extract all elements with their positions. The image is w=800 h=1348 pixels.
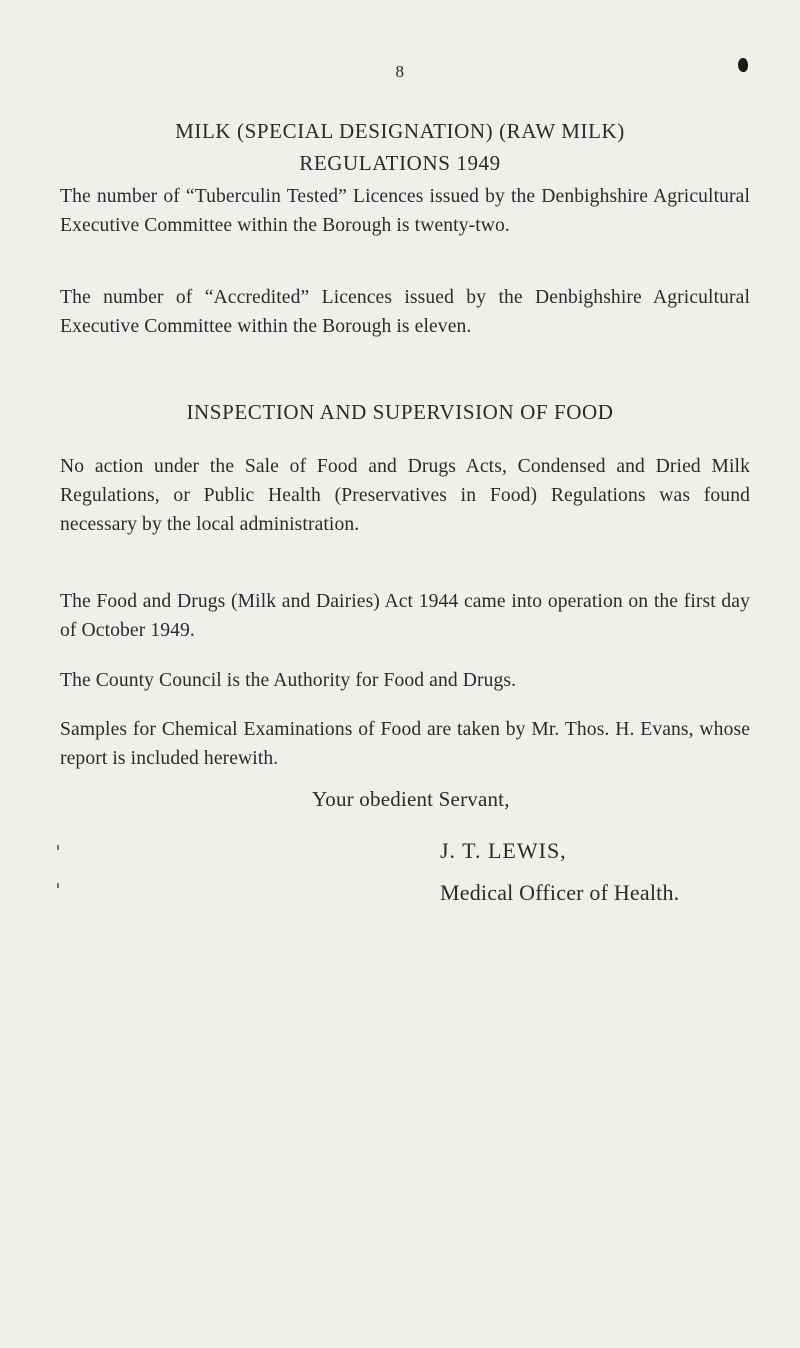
county-council-paragraph: The County Council is the Authority for Food and Drugs.	[60, 670, 517, 691]
accredited-licences-paragraph: The number of “Accredited” Licences issued by the Denbighshire Agricultural Executive Committee within the Borough is eleven.	[60, 287, 750, 337]
milk-heading-line-2: REGULATIONS 1949	[299, 151, 501, 175]
page-number: 8	[395, 62, 405, 81]
no-action-paragraph: No action under the Sale of Food and Drugs Acts, Condensed and Dried Milk Regulations, or Public Health (Preservatives in Food) Regulations was found necessary by the local administration.	[60, 456, 750, 535]
milk-regulations-heading	[60, 115, 740, 179]
food-inspection-heading: INSPECTION AND SUPERVISION OF FOOD	[186, 400, 614, 424]
margin-speck	[57, 883, 59, 888]
ink-blot	[738, 58, 748, 72]
signatory-title: Medical Officer of Health.	[440, 880, 680, 905]
milk-heading-line-1: MILK (SPECIAL DESIGNATION) (RAW MILK)	[175, 119, 625, 143]
samples-paragraph: Samples for Chemical Examinations of Food are taken by Mr. Thos. H. Evans, whose report is included herewith.	[60, 719, 750, 769]
tuberculin-licences-paragraph: The number of “Tuberculin Tested” Licences issued by the Denbighshire Agricultural Executive Committee within the Borough is twenty-two.	[60, 186, 750, 236]
salutation: Your obedient Servant,	[312, 787, 510, 811]
signatory-name: J. T. LEWIS,	[440, 838, 567, 863]
margin-speck	[57, 845, 59, 850]
food-and-drugs-act-paragraph: The Food and Drugs (Milk and Dairies) Act 1944 came into operation on the first day of October 1949.	[60, 591, 750, 641]
